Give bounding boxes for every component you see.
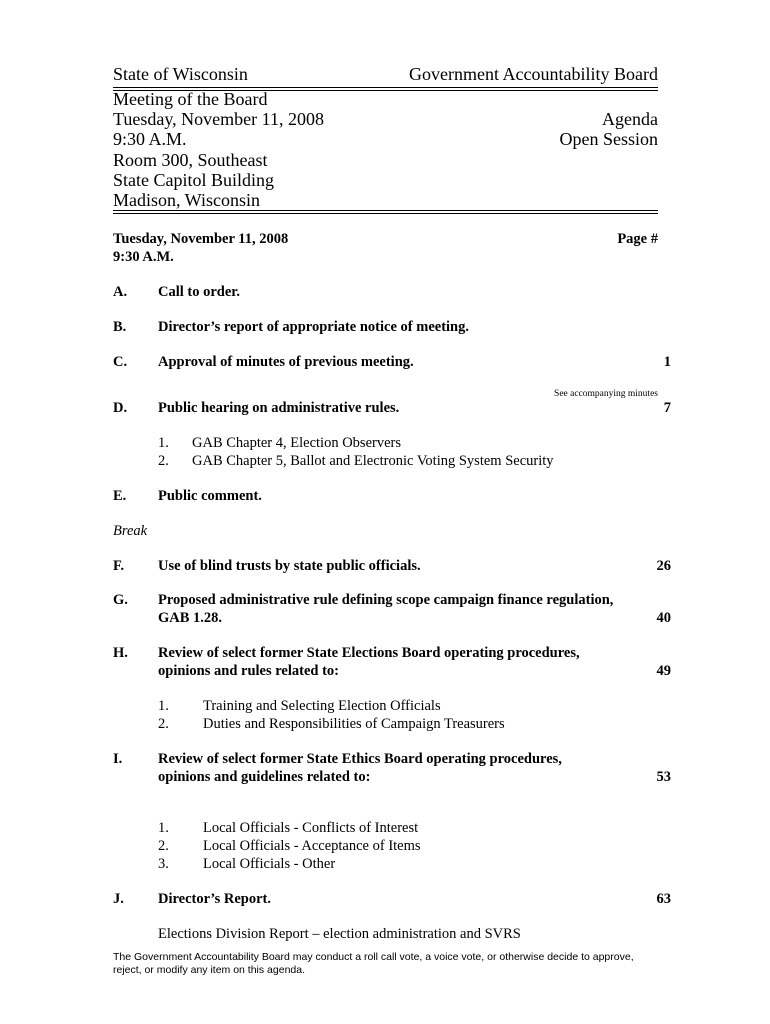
item-j-page: 63 (656, 891, 671, 907)
item-h-page: 49 (656, 663, 671, 679)
item-e-text: Public comment. (158, 488, 262, 504)
subheader-date: Tuesday, November 11, 2008 (113, 231, 289, 247)
item-i-page: 53 (656, 769, 671, 785)
item-c-page: 1 (663, 354, 671, 370)
item-i-sub-text: Local Officials - Conflicts of Interest (203, 820, 419, 836)
item-f-text: Use of blind trusts by state public officials. (158, 558, 421, 574)
item-e-letter: E. (113, 488, 127, 504)
item-g-text-line2: GAB 1.28. (158, 610, 223, 626)
item-f-letter: F. (113, 558, 125, 574)
header-rule (113, 87, 658, 88)
item-h-sub-text: Duties and Responsibilities of Campaign Treasurers (203, 716, 505, 732)
header-state: State of Wisconsin (113, 64, 248, 84)
meeting-date: Tuesday, November 11, 2008 (113, 109, 324, 129)
item-i-text-line2: opinions and guidelines related to: (158, 769, 371, 785)
item-i-letter: I. (113, 751, 123, 767)
item-i-sub-text: Local Officials - Acceptance of Items (203, 838, 421, 854)
item-j-sub-text: Elections Division Report – election administration and SVRS (158, 926, 521, 942)
subheader-time: 9:30 A.M. (113, 249, 174, 265)
item-b-letter: B. (113, 319, 127, 335)
item-j-text: Director’s Report. (158, 891, 271, 907)
item-c-text: Approval of minutes of previous meeting. (158, 354, 414, 370)
header-board: Government Accountability Board (409, 64, 658, 84)
item-g-text-line1: Proposed administrative rule defining scope campaign finance regulation, (158, 592, 614, 608)
item-d-sub-number: 1. (158, 435, 169, 451)
item-d-sub-text: GAB Chapter 5, Ballot and Electronic Voting System Security (192, 453, 554, 469)
meeting-room: Room 300, Southeast (113, 150, 268, 170)
session-label: Open Session (559, 129, 658, 149)
item-d-letter: D. (113, 400, 128, 416)
meeting-line: Meeting of the Board (113, 89, 268, 109)
footer-note: The Government Accountability Board may conduct a roll call vote, a voice vote, or otherwise decide to approve, reject, or modify any item on this agenda. (113, 951, 634, 976)
item-a-text: Call to order. (158, 284, 241, 300)
item-d-page: 7 (663, 400, 671, 416)
item-h-sub-number: 2. (158, 716, 169, 732)
item-d-text: Public hearing on administrative rules. (158, 400, 400, 416)
break-label: Break (113, 523, 148, 539)
item-i-sub-number: 3. (158, 856, 169, 872)
agenda-label: Agenda (602, 109, 658, 129)
item-f-page: 26 (656, 558, 671, 574)
item-g-letter: G. (113, 592, 128, 608)
header-bottom-rule-double (113, 213, 658, 214)
item-c-note: See accompanying minutes (554, 389, 658, 399)
item-i-sub-number: 1. (158, 820, 169, 836)
meeting-time: 9:30 A.M. (113, 129, 187, 149)
item-a-letter: A. (113, 284, 128, 300)
item-d-sub-number: 2. (158, 453, 169, 469)
page-column-label: Page # (617, 231, 658, 247)
header-bottom-rule (113, 210, 658, 211)
item-g-page: 40 (656, 610, 671, 626)
item-h-text-line1: Review of select former State Elections Board operating procedures, (158, 645, 580, 661)
item-h-sub-text: Training and Selecting Election Officials (203, 698, 441, 714)
item-j-letter: J. (113, 891, 124, 907)
item-d-sub-text: GAB Chapter 4, Election Observers (192, 435, 401, 451)
item-h-text-line2: opinions and rules related to: (158, 663, 340, 679)
item-c-letter: C. (113, 354, 128, 370)
item-i-sub-text: Local Officials - Other (203, 856, 336, 872)
item-b-text: Director’s report of appropriate notice of meeting. (158, 319, 469, 335)
meeting-city: Madison, Wisconsin (113, 190, 260, 210)
item-h-letter: H. (113, 645, 128, 661)
meeting-building: State Capitol Building (113, 170, 274, 190)
item-i-sub-number: 2. (158, 838, 169, 854)
item-h-sub-number: 1. (158, 698, 169, 714)
item-i-text-line1: Review of select former State Ethics Board operating procedures, (158, 751, 562, 767)
